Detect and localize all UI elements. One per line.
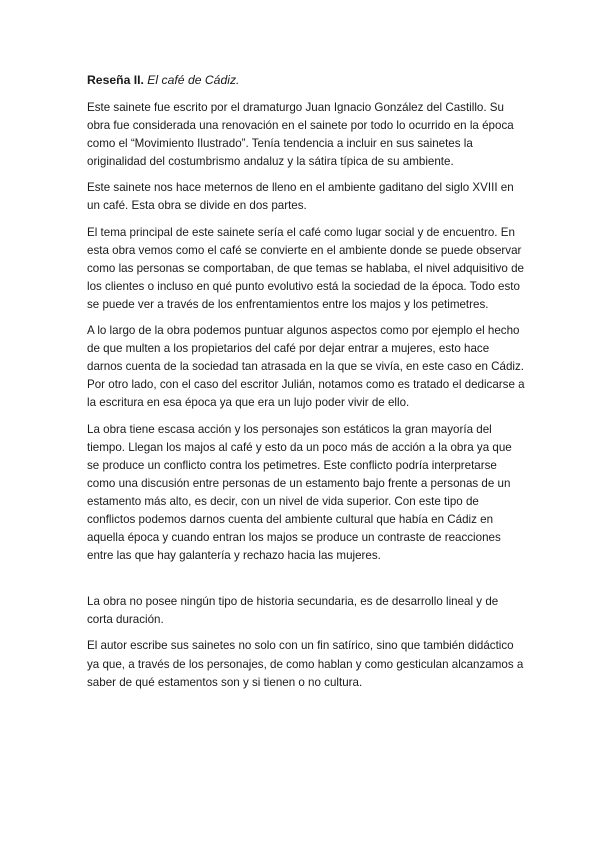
paragraph-5: La obra tiene escasa acción y los personajes son estáticos la gran mayoría del tiempo. Llegan los majos al café y esto da un poco más de acción a la obra ya que se produce un conflicto contra los petimetres. Este conflicto podría interpretarse como una discusión entre personas de un estamento bajo frente a personas de un estamento más alto, es decir, con un nivel de vida superior. Con este tipo de conflictos podemos darnos cuenta del ambiente cultural que había en Cádiz en aquella época y cuando entran los majos se produce un contraste de reacciones entre las que hay galantería y rechazo hacia las mujeres. — [87, 422, 512, 563]
paragraph-gap — [87, 573, 527, 593]
paragraph-3: El tema principal de este sainete sería el café como lugar social y de encuentro. En esta obra vemos como el café se convierte en el ambiente donde se puede observar como las personas se comportaban, de que temas se hablaba, el nivel adquisitivo de los clientes o incluso en qué punto evolutivo está la sociedad de la época. Todo esto se puede ver a través de los enfrentamientos entre los majos y los petimetres. — [87, 225, 524, 311]
paragraph-2: Este sainete nos hace meternos de lleno en el ambiente gaditano del siglo XVIII en un café. Esta obra se divide en dos partes. — [87, 181, 514, 213]
paragraph-1: Este sainete fue escrito por el dramaturgo Juan Ignacio González del Castillo. Su obra fue considerada una renovación en el sainete por todo lo ocurrido en la época como el “Movimiento Ilustrado”. Tenía tendencia a incluir en sus sainetes la originalidad del costumbrismo andaluz y la sátira típica de su ambiente. — [87, 101, 514, 169]
document-title — [87, 72, 527, 88]
paragraph-7: El autor escribe sus sainetes no solo con un fin satírico, sino que también didáctico ya que, a través de los personajes, de como hablan y como gesticulan alcanzamos a saber de qué estamentos son y si tienen o no cultura. — [87, 639, 524, 689]
paragraph-4: A lo largo de la obra podemos puntuar algunos aspectos como por ejemplo el hecho de que multen a los propietarios del café por dejar entrar a mujeres, esto hace darnos cuenta de la sociedad tan atrasada en la que se vivía, en este caso en Cádiz. Por otro lado, con el caso del escritor Julián, notamos como es tratado el dedicarse a la escritura en esa época ya que era un lujo poder vivir de ello. — [87, 324, 525, 410]
document-page — [87, 72, 527, 700]
paragraph-6: La obra no posee ningún tipo de historia secundaria, es de desarrollo lineal y de corta duración. — [87, 595, 499, 627]
title-work: El café de Cádiz. — [147, 73, 240, 87]
title-lead: Reseña II. — [87, 73, 144, 87]
